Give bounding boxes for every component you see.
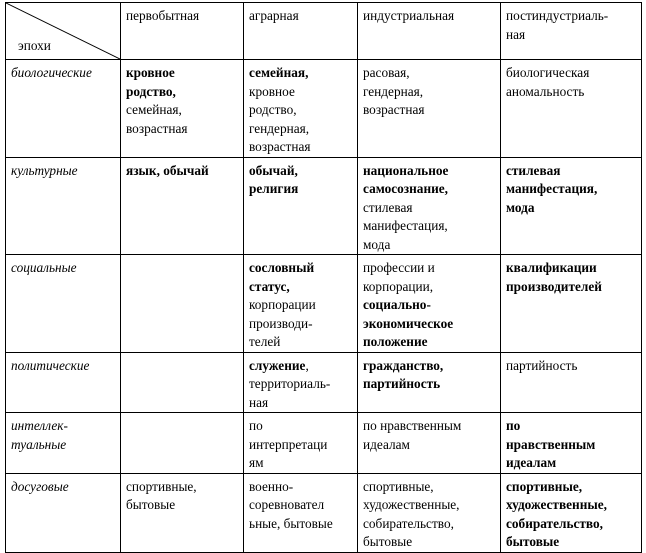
table-cell bbox=[358, 352, 501, 413]
table-cell bbox=[244, 157, 358, 255]
cell-text: спортивные, бытовые bbox=[126, 478, 197, 512]
table-cell bbox=[244, 473, 358, 552]
cell-text: кровное родство, гендерная, возрастная bbox=[249, 83, 311, 154]
cell-text-bold: служение bbox=[249, 357, 306, 373]
table-cell bbox=[121, 157, 244, 255]
table-row bbox=[6, 352, 642, 413]
header-cell-postindustrial bbox=[501, 3, 642, 60]
cell-text: корпорации производи- телей bbox=[249, 297, 316, 349]
row-label: социальные bbox=[6, 255, 121, 353]
table-cell bbox=[501, 60, 642, 158]
table-cell bbox=[244, 60, 358, 158]
table-cell bbox=[358, 473, 501, 552]
row-label: досуговые bbox=[6, 473, 121, 552]
cell-text: расовая, гендерная, возрастная bbox=[363, 65, 425, 117]
table-cell bbox=[121, 473, 244, 552]
corner-label: эпохи bbox=[18, 37, 51, 53]
table-row bbox=[6, 255, 642, 353]
header-label: индустриальная bbox=[363, 8, 455, 23]
header-cell-agrarian bbox=[244, 3, 358, 60]
table-row bbox=[6, 157, 642, 255]
cell-text-bold: по нравственным идеалам bbox=[506, 418, 596, 470]
cell-text: , территориаль- ная bbox=[249, 357, 331, 410]
cell-text-bold: язык, обычай bbox=[126, 162, 209, 178]
classification-table bbox=[5, 2, 642, 553]
cell-text-bold: гражданство, партийность bbox=[363, 357, 444, 391]
table-row bbox=[6, 473, 642, 552]
cell-text-bold: квалификации производителей bbox=[506, 260, 602, 294]
table-cell bbox=[121, 60, 244, 158]
cell-text: биологическая аномальность bbox=[506, 65, 590, 99]
table-cell bbox=[501, 413, 642, 474]
table-cell bbox=[501, 157, 642, 255]
header-label: первобытная bbox=[126, 8, 200, 23]
cell-text-bold: национальное самосознание, bbox=[363, 162, 449, 196]
table-cell bbox=[501, 473, 642, 552]
header-row bbox=[6, 3, 642, 60]
cell-text: семейная, возрастная bbox=[126, 102, 188, 136]
cell-text: стилевая манифестация, мода bbox=[363, 199, 448, 252]
table-cell bbox=[244, 255, 358, 353]
cell-text-bold: семейная, bbox=[249, 65, 309, 80]
cell-text: партийность bbox=[506, 357, 578, 373]
cell-text-bold: спортивные, художественные, собирательство, бытовые bbox=[506, 478, 607, 549]
cell-text-bold: социально- экономическое положение bbox=[363, 297, 454, 349]
table-cell bbox=[501, 255, 642, 353]
table-cell bbox=[121, 352, 244, 413]
cell-text: по интерпретаци ям bbox=[249, 418, 328, 470]
table-row bbox=[6, 413, 642, 474]
table-cell bbox=[244, 413, 358, 474]
row-label: интеллек- туальные bbox=[6, 413, 121, 474]
header-label: постиндустриаль- ная bbox=[506, 8, 609, 42]
cell-text-bold: обычай, религия bbox=[249, 162, 299, 196]
table-cell bbox=[121, 255, 244, 353]
table-cell bbox=[358, 60, 501, 158]
corner-cell bbox=[6, 3, 121, 60]
table-cell bbox=[358, 413, 501, 474]
cell-text: профессии и корпорации, bbox=[363, 260, 435, 294]
cell-text: по нравственным идеалам bbox=[363, 418, 462, 452]
cell-text: спортивные, художественные, собирательство, бытовые bbox=[363, 478, 460, 549]
header-cell-primitive bbox=[121, 3, 244, 60]
cell-text: военно- соревновател ьные, бытовые bbox=[249, 478, 333, 531]
cell-text-bold: кровное родство, bbox=[126, 65, 176, 99]
table-cell bbox=[358, 255, 501, 353]
table-cell bbox=[121, 413, 244, 474]
cell-text-bold: стилевая манифестация, мода bbox=[506, 162, 598, 215]
table-cell bbox=[501, 352, 642, 413]
table-row bbox=[6, 60, 642, 158]
header-cell-industrial bbox=[358, 3, 501, 60]
row-label: политические bbox=[6, 352, 121, 413]
table-cell bbox=[358, 157, 501, 255]
row-label: культурные bbox=[6, 157, 121, 255]
header-label: аграрная bbox=[249, 8, 299, 23]
row-label: биологические bbox=[6, 60, 121, 158]
table-cell bbox=[244, 352, 358, 413]
cell-text-bold: сословный статус, bbox=[249, 260, 315, 294]
